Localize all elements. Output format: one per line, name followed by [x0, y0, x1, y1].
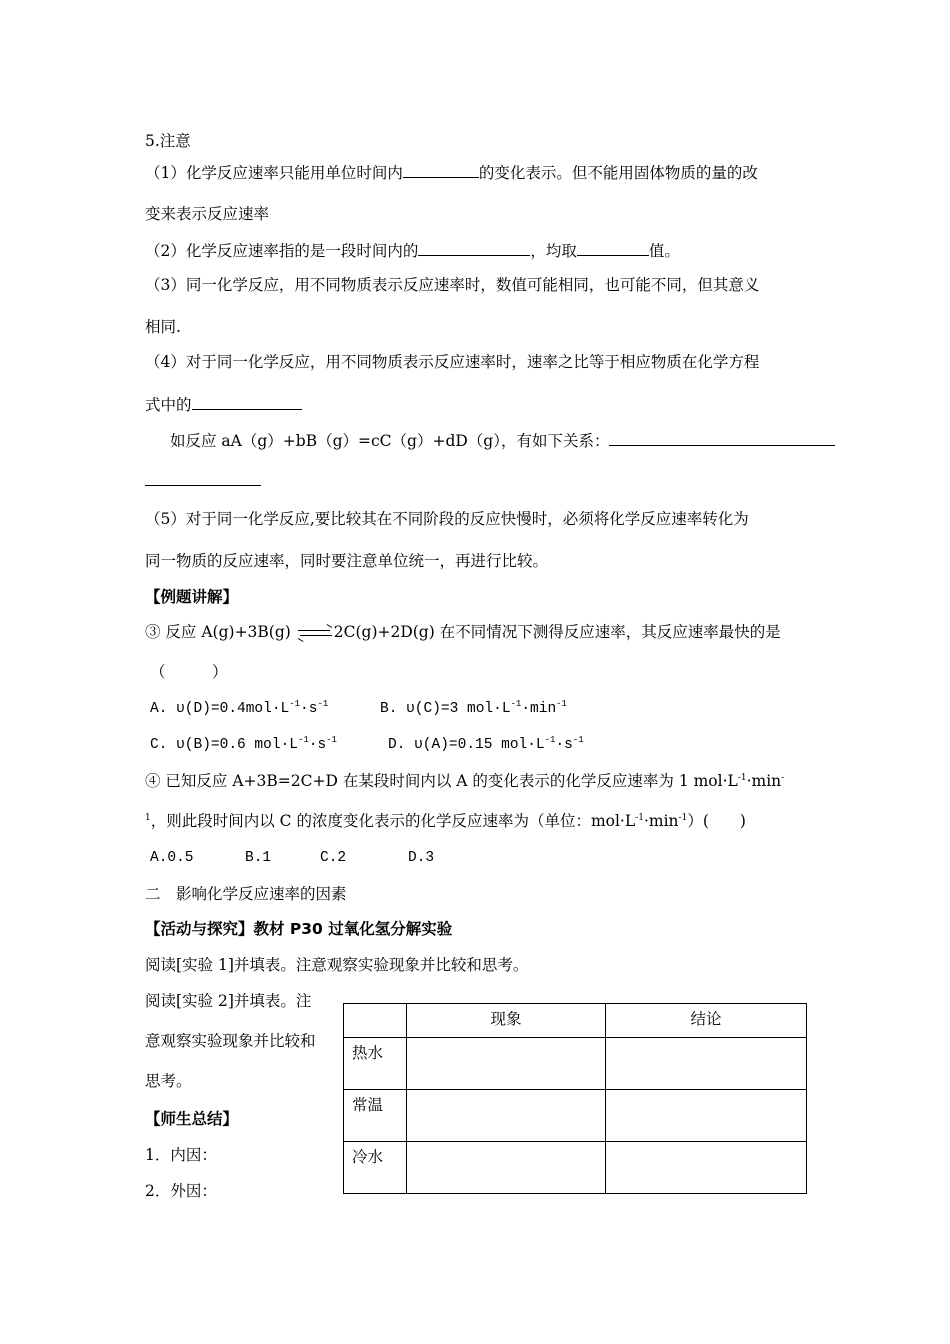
- conclusion-cell[interactable]: [606, 1142, 807, 1194]
- note-3-line-1: （3）同一化学反应，用不同物质表示反应速率时，数值可能相同，也可能不同，但其意义: [145, 276, 760, 294]
- note-2: （2）化学反应速率指的是一段时间内的 ，均取 值。: [145, 242, 680, 260]
- note-4-blank-cont: [145, 470, 261, 491]
- note-4-line-2: 式中的: [145, 394, 302, 415]
- question-4-option-a: A.0.5: [150, 850, 194, 866]
- phenomenon-cell[interactable]: [407, 1142, 606, 1194]
- experiment-2-instruction-line-3: 思考。: [145, 1072, 192, 1090]
- phenomenon-cell[interactable]: [407, 1090, 606, 1142]
- summary-heading: 【师生总结】: [145, 1110, 239, 1128]
- question-4-option-b: B.1: [245, 850, 272, 866]
- experiment-2-instruction-line-1: 阅读[实验 2]并填表。注: [145, 992, 312, 1010]
- notes-heading: 5.注意: [145, 132, 191, 150]
- note-5-line-1: （5）对于同一化学反应,要比较其在不同阶段的反应快慢时，必须将化学反应速率转化为: [145, 510, 749, 528]
- summary-item-internal: 1．内因：: [145, 1146, 217, 1164]
- answer-blank[interactable]: [192, 394, 302, 410]
- observation-table: [343, 1003, 807, 1194]
- note-1-line-2: 变来表示反应速率: [145, 205, 270, 223]
- conclusion-cell[interactable]: [606, 1038, 807, 1090]
- question-3-option-c: C. υ(B)=0.6 $mol\cdot L^{-1}\cdot s^{-1}$: [150, 735, 337, 753]
- note-4-example: 如反应 aA（g）+bB（g）=cC（g）+dD（g），有如下关系：: [170, 430, 835, 451]
- question-4-line-2: $^1$，则此段时间内以 C 的浓度变化表示的化学反应速率为（单位：$mol\cdot L^{-1}\cdot\min^{-1}$）( ): [145, 812, 746, 830]
- question-3-option-a: A. $\upsilon(D)=0.4mol\cdot L^{-1}\cdot s^{-1}$: [150, 699, 329, 717]
- table-header-row: [344, 1004, 807, 1038]
- question-3-answer-paren: （ ）: [150, 663, 228, 681]
- conclusion-cell[interactable]: [606, 1090, 807, 1142]
- row-label: 常温: [344, 1090, 407, 1142]
- table-header-cell: 现象: [407, 1004, 606, 1038]
- row-label: 热水: [344, 1038, 407, 1090]
- question-4-line-1: ④ 已知反应 A+3B=2C+D 在某段时间内以 A 的变化表示的化学反应速率为 1 $mol\cdot L^{-1}\cdot\min^-$: [145, 772, 785, 790]
- answer-blank[interactable]: [403, 162, 479, 178]
- question-3: ③ 反应 A(g)+3B(g) 2C(g)+2D(g) 在不同情况下测得反应速率，其反应速率最快的是: [145, 623, 781, 641]
- section-2-heading: 二 影响化学反应速率的因素: [145, 885, 347, 903]
- question-4-option-d: D.3: [408, 850, 435, 866]
- experiment-1-instruction: 阅读[实验 1]并填表。注意观察实验现象并比较和思考。: [145, 956, 529, 974]
- question-4-option-c: C.2: [320, 850, 347, 866]
- activity-heading: 【活动与探究】教材 P30 过氧化氢分解实验: [145, 920, 453, 938]
- note-1-line-1: （1）化学反应速率只能用单位时间内 的变化表示。但不能用固体物质的量的改: [145, 164, 758, 182]
- note-3-line-2: 相同.: [145, 318, 181, 336]
- table-row: [344, 1090, 807, 1142]
- row-label: 冷水: [344, 1142, 407, 1194]
- note-4-line-1: （4）对于同一化学反应，用不同物质表示反应速率时，速率之比等于相应物质在化学方程: [145, 353, 760, 371]
- table-header-cell: [344, 1004, 407, 1038]
- answer-blank[interactable]: [609, 430, 835, 446]
- summary-item-external: 2．外因：: [145, 1182, 217, 1200]
- question-3-option-d: D. υ(A)=0.15 $mol\cdot L^{-1}\cdot s^{-1}$: [388, 735, 584, 753]
- table-row: [344, 1038, 807, 1090]
- experiment-2-instruction-line-2: 意观察实验现象并比较和: [145, 1032, 316, 1050]
- note-5-line-2: 同一物质的反应速率，同时要注意单位统一，再进行比较。: [145, 552, 549, 570]
- equilibrium-arrow-icon: [296, 626, 334, 640]
- phenomenon-cell[interactable]: [407, 1038, 606, 1090]
- answer-blank[interactable]: [418, 240, 530, 256]
- answer-blank[interactable]: [145, 470, 261, 486]
- examples-heading: 【例题讲解】: [145, 588, 239, 606]
- table-row: [344, 1142, 807, 1194]
- table-header-cell: 结论: [606, 1004, 807, 1038]
- answer-blank[interactable]: [577, 240, 649, 256]
- question-3-option-b: B. υ(C)=3 $mol\cdot L^{-1}\cdot\min^{-1}$: [380, 699, 567, 717]
